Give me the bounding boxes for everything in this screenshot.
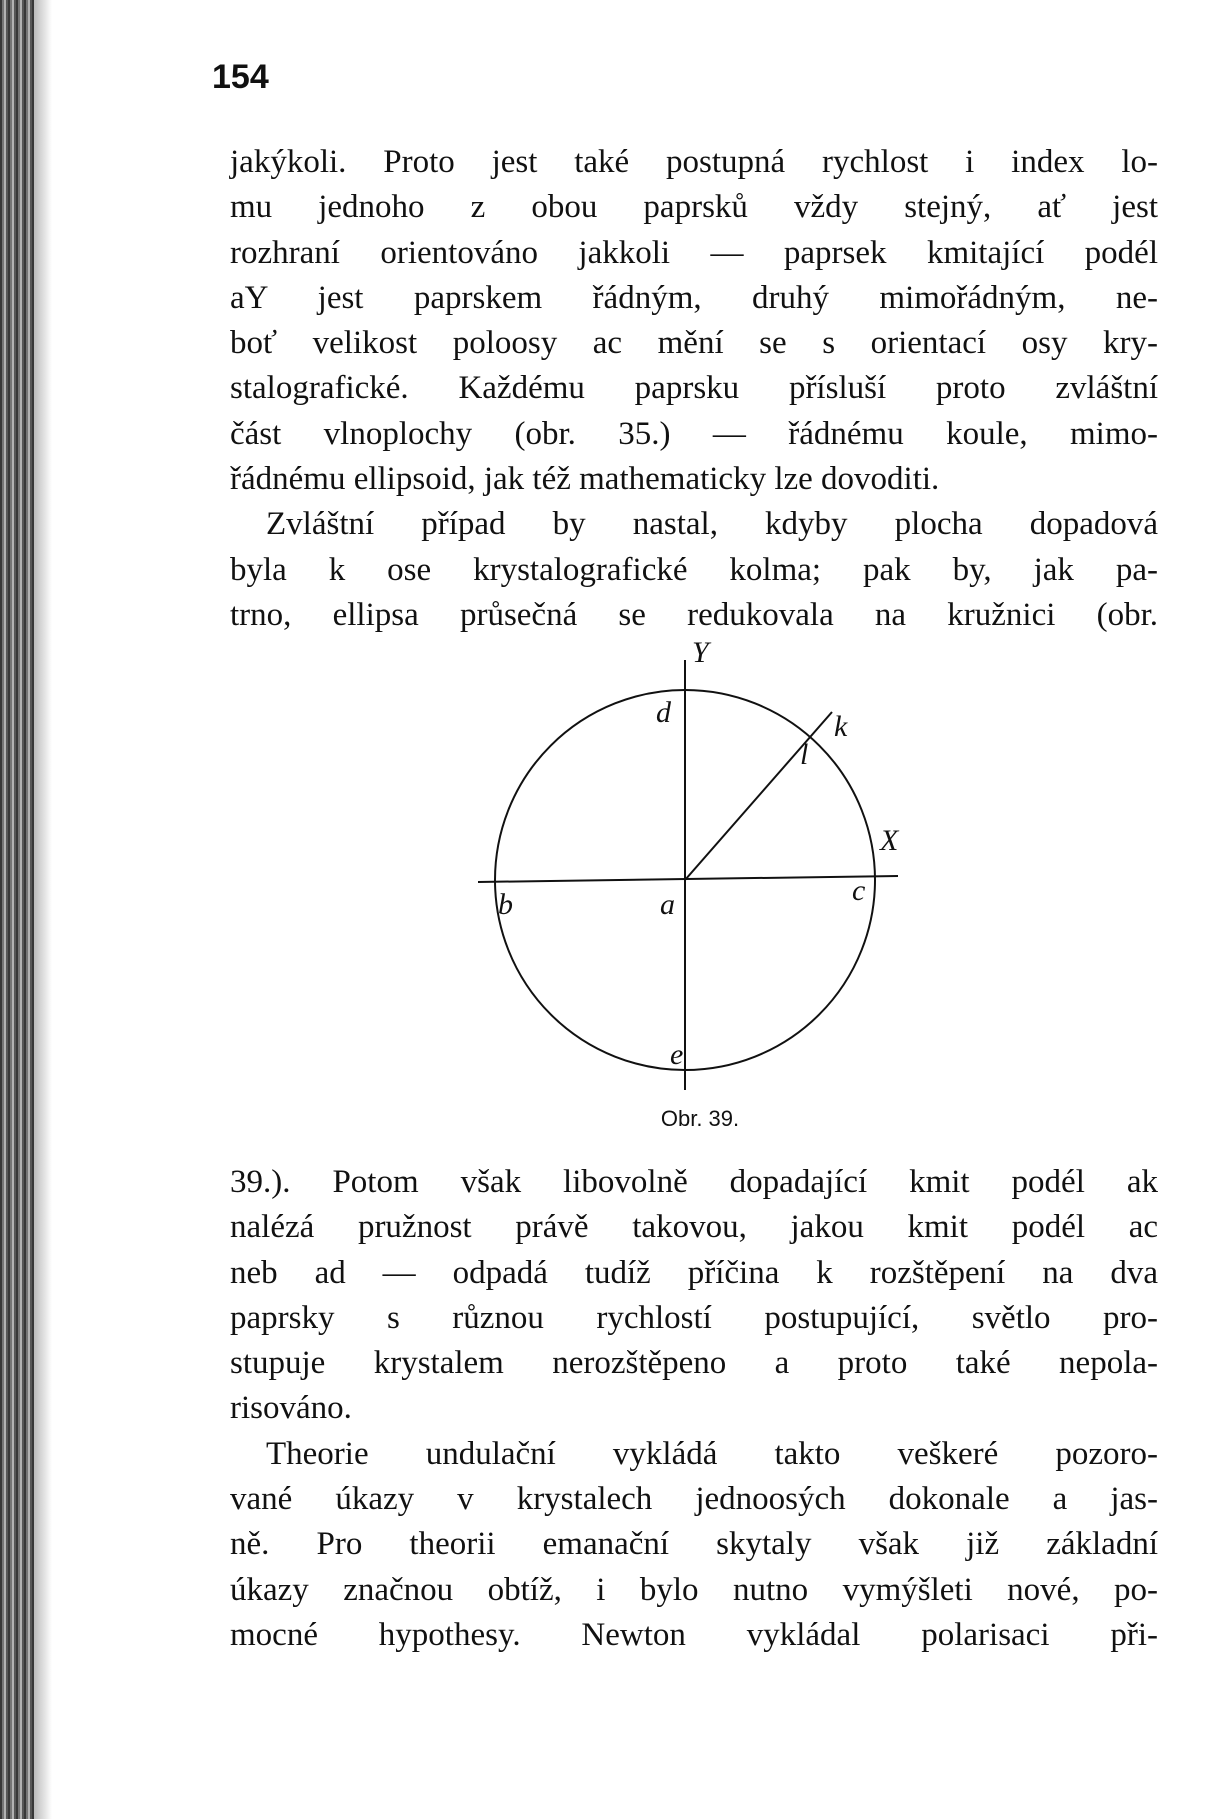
figure-caption: Obr. 39.	[660, 1106, 740, 1131]
page-binding-edge	[0, 0, 34, 1819]
page-number: 154	[212, 58, 269, 96]
text-line: paprsky s různou rychlostí postupující, světlo pro-	[230, 1299, 1158, 1336]
label-a: a	[660, 888, 675, 921]
label-y: Y	[692, 636, 709, 669]
text-line: neb ad — odpadá tudíž příčina k rozštěpení na dva	[230, 1254, 1158, 1291]
text-line: Theorie undulační vykládá takto veškeré pozoro-	[266, 1435, 1158, 1472]
label-x: X	[880, 824, 899, 857]
text-line: úkazy značnou obtíž, i bylo nutno vymýšleti nové, po-	[230, 1571, 1158, 1608]
label-c: c	[852, 874, 866, 907]
label-b: b	[498, 888, 513, 921]
text-line: stupuje krystalem nerozštěpeno a proto také nepola-	[230, 1345, 1158, 1382]
text-line: 39.). Potom však libovolně dopadající kmit podél ak	[230, 1164, 1158, 1200]
text-line: boť velikost poloosy ac mění se s orientací osy kry-	[230, 325, 1158, 362]
text-line: mocné hypothesy. Newton vykládal polarisaci při-	[230, 1616, 1158, 1653]
text-line: část vlnoplochy (obr. 35.) — řádnému koule, mimo-	[230, 415, 1158, 452]
label-d: d	[656, 696, 671, 729]
text-line: byla k ose krystalografické kolma; pak by, jak pa-	[230, 551, 1158, 588]
text-line: stalografické. Každému paprsku přísluší proto zvláštní	[230, 370, 1158, 407]
label-e: e	[670, 1038, 684, 1071]
text-line: ně. Pro theorii emanační skytaly však již základní	[230, 1526, 1158, 1563]
text-line: aY jest paprskem řádným, druhý mimořádným, ne-	[230, 279, 1158, 316]
text-line: nalézá pružnost právě takovou, jakou kmit podél ac	[230, 1209, 1158, 1246]
label-k: k	[834, 710, 848, 743]
text-line: Zvláštní případ by nastal, kdyby plocha dopadová	[266, 506, 1158, 543]
text-line: mu jednoho z obou paprsků vždy stejný, ať jest	[230, 189, 1158, 226]
text-line: rozhraní orientováno jakkoli — paprsek kmitající podél	[230, 234, 1158, 271]
bottom-paragraphs	[218, 1160, 1158, 1658]
radius-line-ak	[685, 712, 832, 880]
label-l: l	[800, 738, 809, 771]
text-line: jakýkoli. Proto jest také postupná rychlost i index lo-	[230, 144, 1158, 180]
text-line: vané úkazy v krystalech jednoosých dokonale a jas-	[230, 1481, 1158, 1518]
text-line: řádnému ellipsoid, jak též mathematicky lze dovoditi.	[230, 461, 940, 498]
top-paragraphs	[218, 140, 1158, 638]
page-binding-shade	[34, 0, 52, 1819]
figure-39	[470, 636, 910, 1110]
text-line: risováno.	[230, 1390, 352, 1427]
text-line: trno, ellipsa průsečná se redukovala na kružnici (obr.	[230, 596, 1158, 633]
